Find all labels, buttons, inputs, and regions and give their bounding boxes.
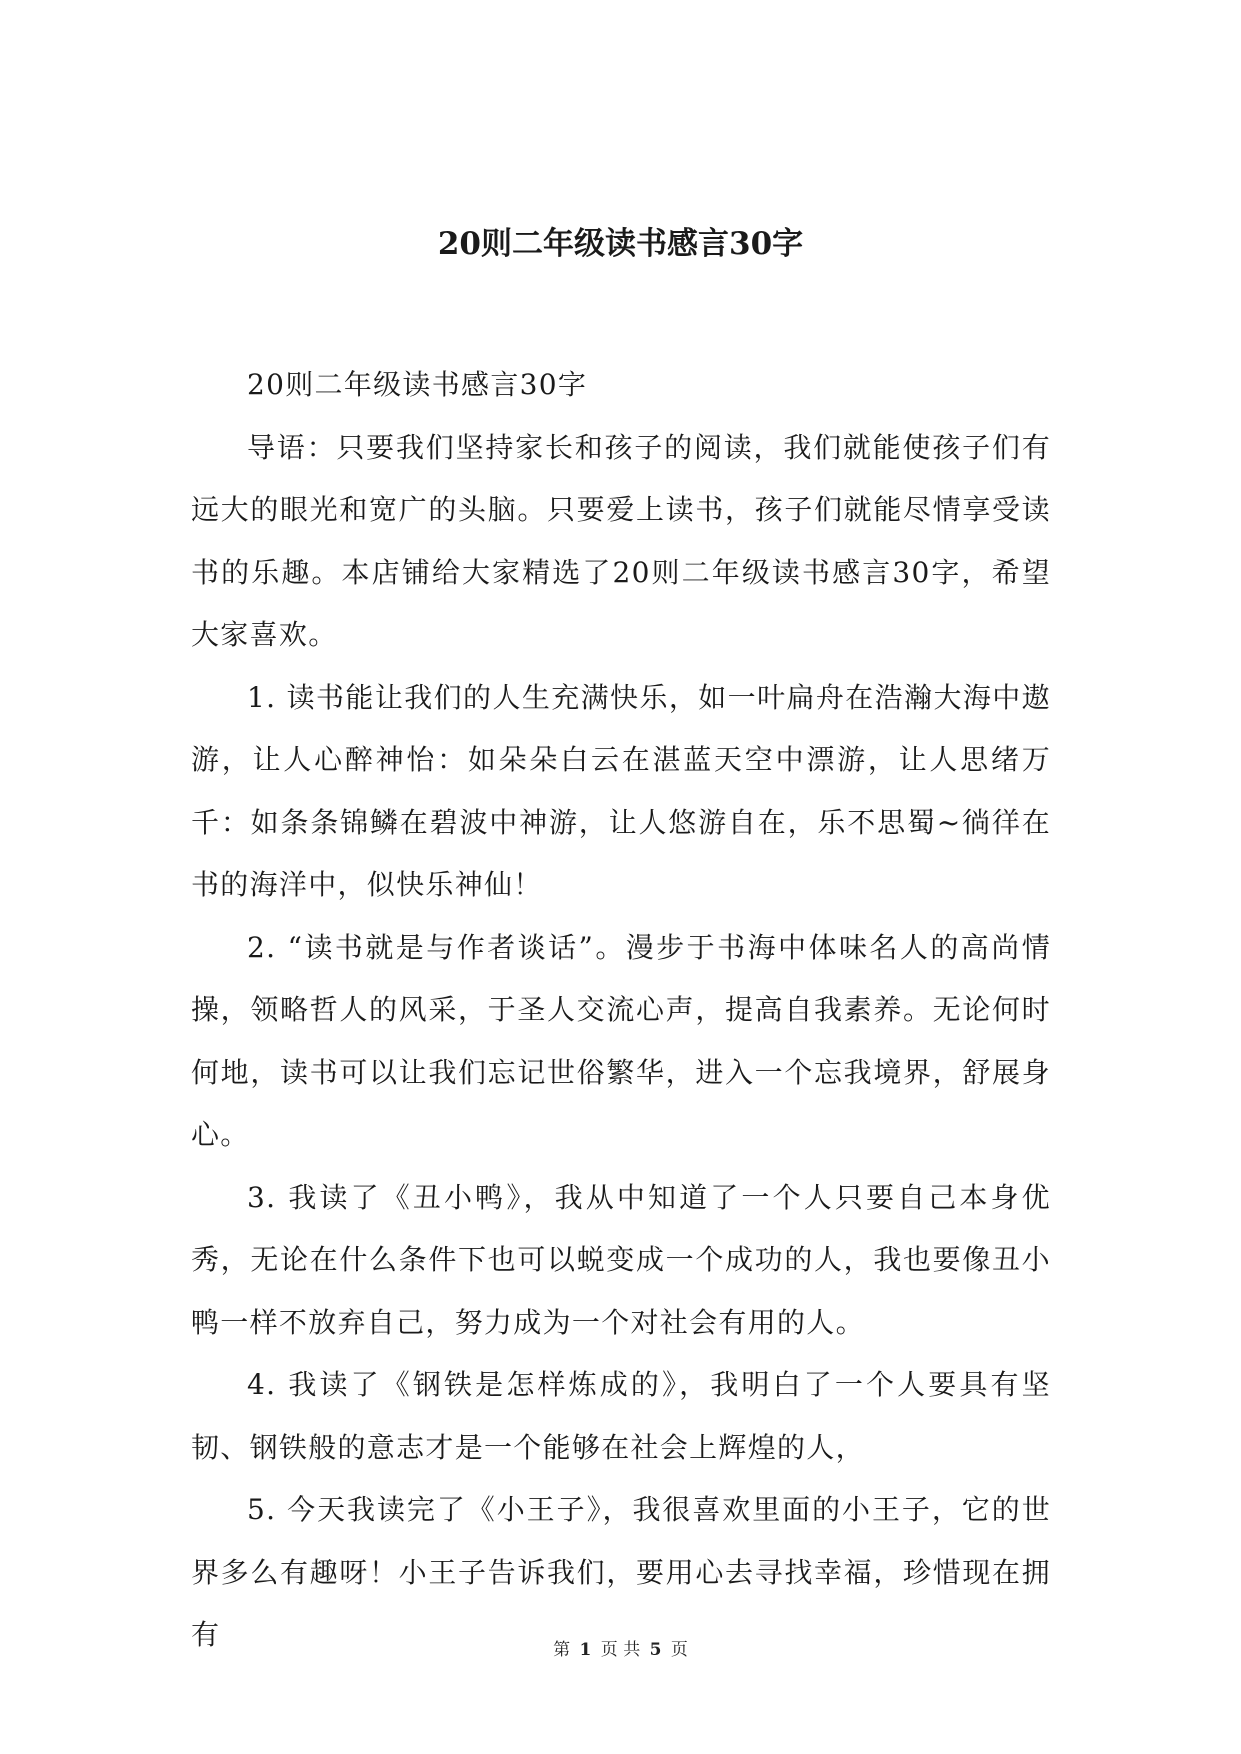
list-item-paragraph: 4. 我读了《钢铁是怎样炼成的》，我明白了一个人要具有坚韧、钢铁般的意志才是一个能够在社会上辉煌的人， xyxy=(191,1368,1051,1464)
intro-paragraph: 导语：只要我们坚持家长和孩子的阅读，我们就能使孩子们有远大的眼光和宽广的头脑。只要爱上读书，孩子们就能尽情享受读书的乐趣。本店铺给大家精选了20则二年级读书感言30字，希望大家喜欢。 xyxy=(191,430,1051,651)
footer-suffix: 页 xyxy=(670,1640,688,1660)
list-item-paragraph: 2. “读书就是与作者谈话”。漫步于书海中体味名人的高尚情操，领略哲人的风采，于圣人交流心声，提高自我素养。无论何时何地，读书可以让我们忘记世俗繁华，进入一个忘我境界，舒展身心。 xyxy=(191,930,1051,1151)
list-item-paragraph: 5. 今天我读完了《小王子》，我很喜欢里面的小王子，它的世界多么有趣呀！小王子告诉我们，要用心去寻找幸福，珍惜现在拥有 xyxy=(191,1493,1051,1651)
subtitle-paragraph: 20则二年级读书感言30字 xyxy=(247,368,588,401)
current-page-number: 1 xyxy=(579,1640,592,1660)
list-item-paragraph: 3. 我读了《丑小鸭》，我从中知道了一个人只要自己本身优秀，无论在什么条件下也可以蜕变成一个成功的人，我也要像丑小鸭一样不放弃自己，努力成为一个对社会有用的人。 xyxy=(191,1180,1051,1339)
total-pages-number: 5 xyxy=(649,1640,662,1660)
list-item-paragraph: 1. 读书能让我们的人生充满快乐，如一叶扁舟在浩瀚大海中遨游，让人心醉神怡：如朵朵白云在湛蓝天空中漂游，让人思绪万千：如条条锦鳞在碧波中神游，让人悠游自在，乐不思蜀~徜徉在书的海洋中，似快乐神仙！ xyxy=(191,680,1051,901)
page-number-footer xyxy=(0,1638,1241,1662)
document-title: 20则二年级读书感言30字 xyxy=(437,226,804,262)
footer-middle: 页 共 xyxy=(600,1640,641,1660)
document-body xyxy=(191,354,1051,1667)
footer-prefix: 第 xyxy=(553,1640,571,1660)
